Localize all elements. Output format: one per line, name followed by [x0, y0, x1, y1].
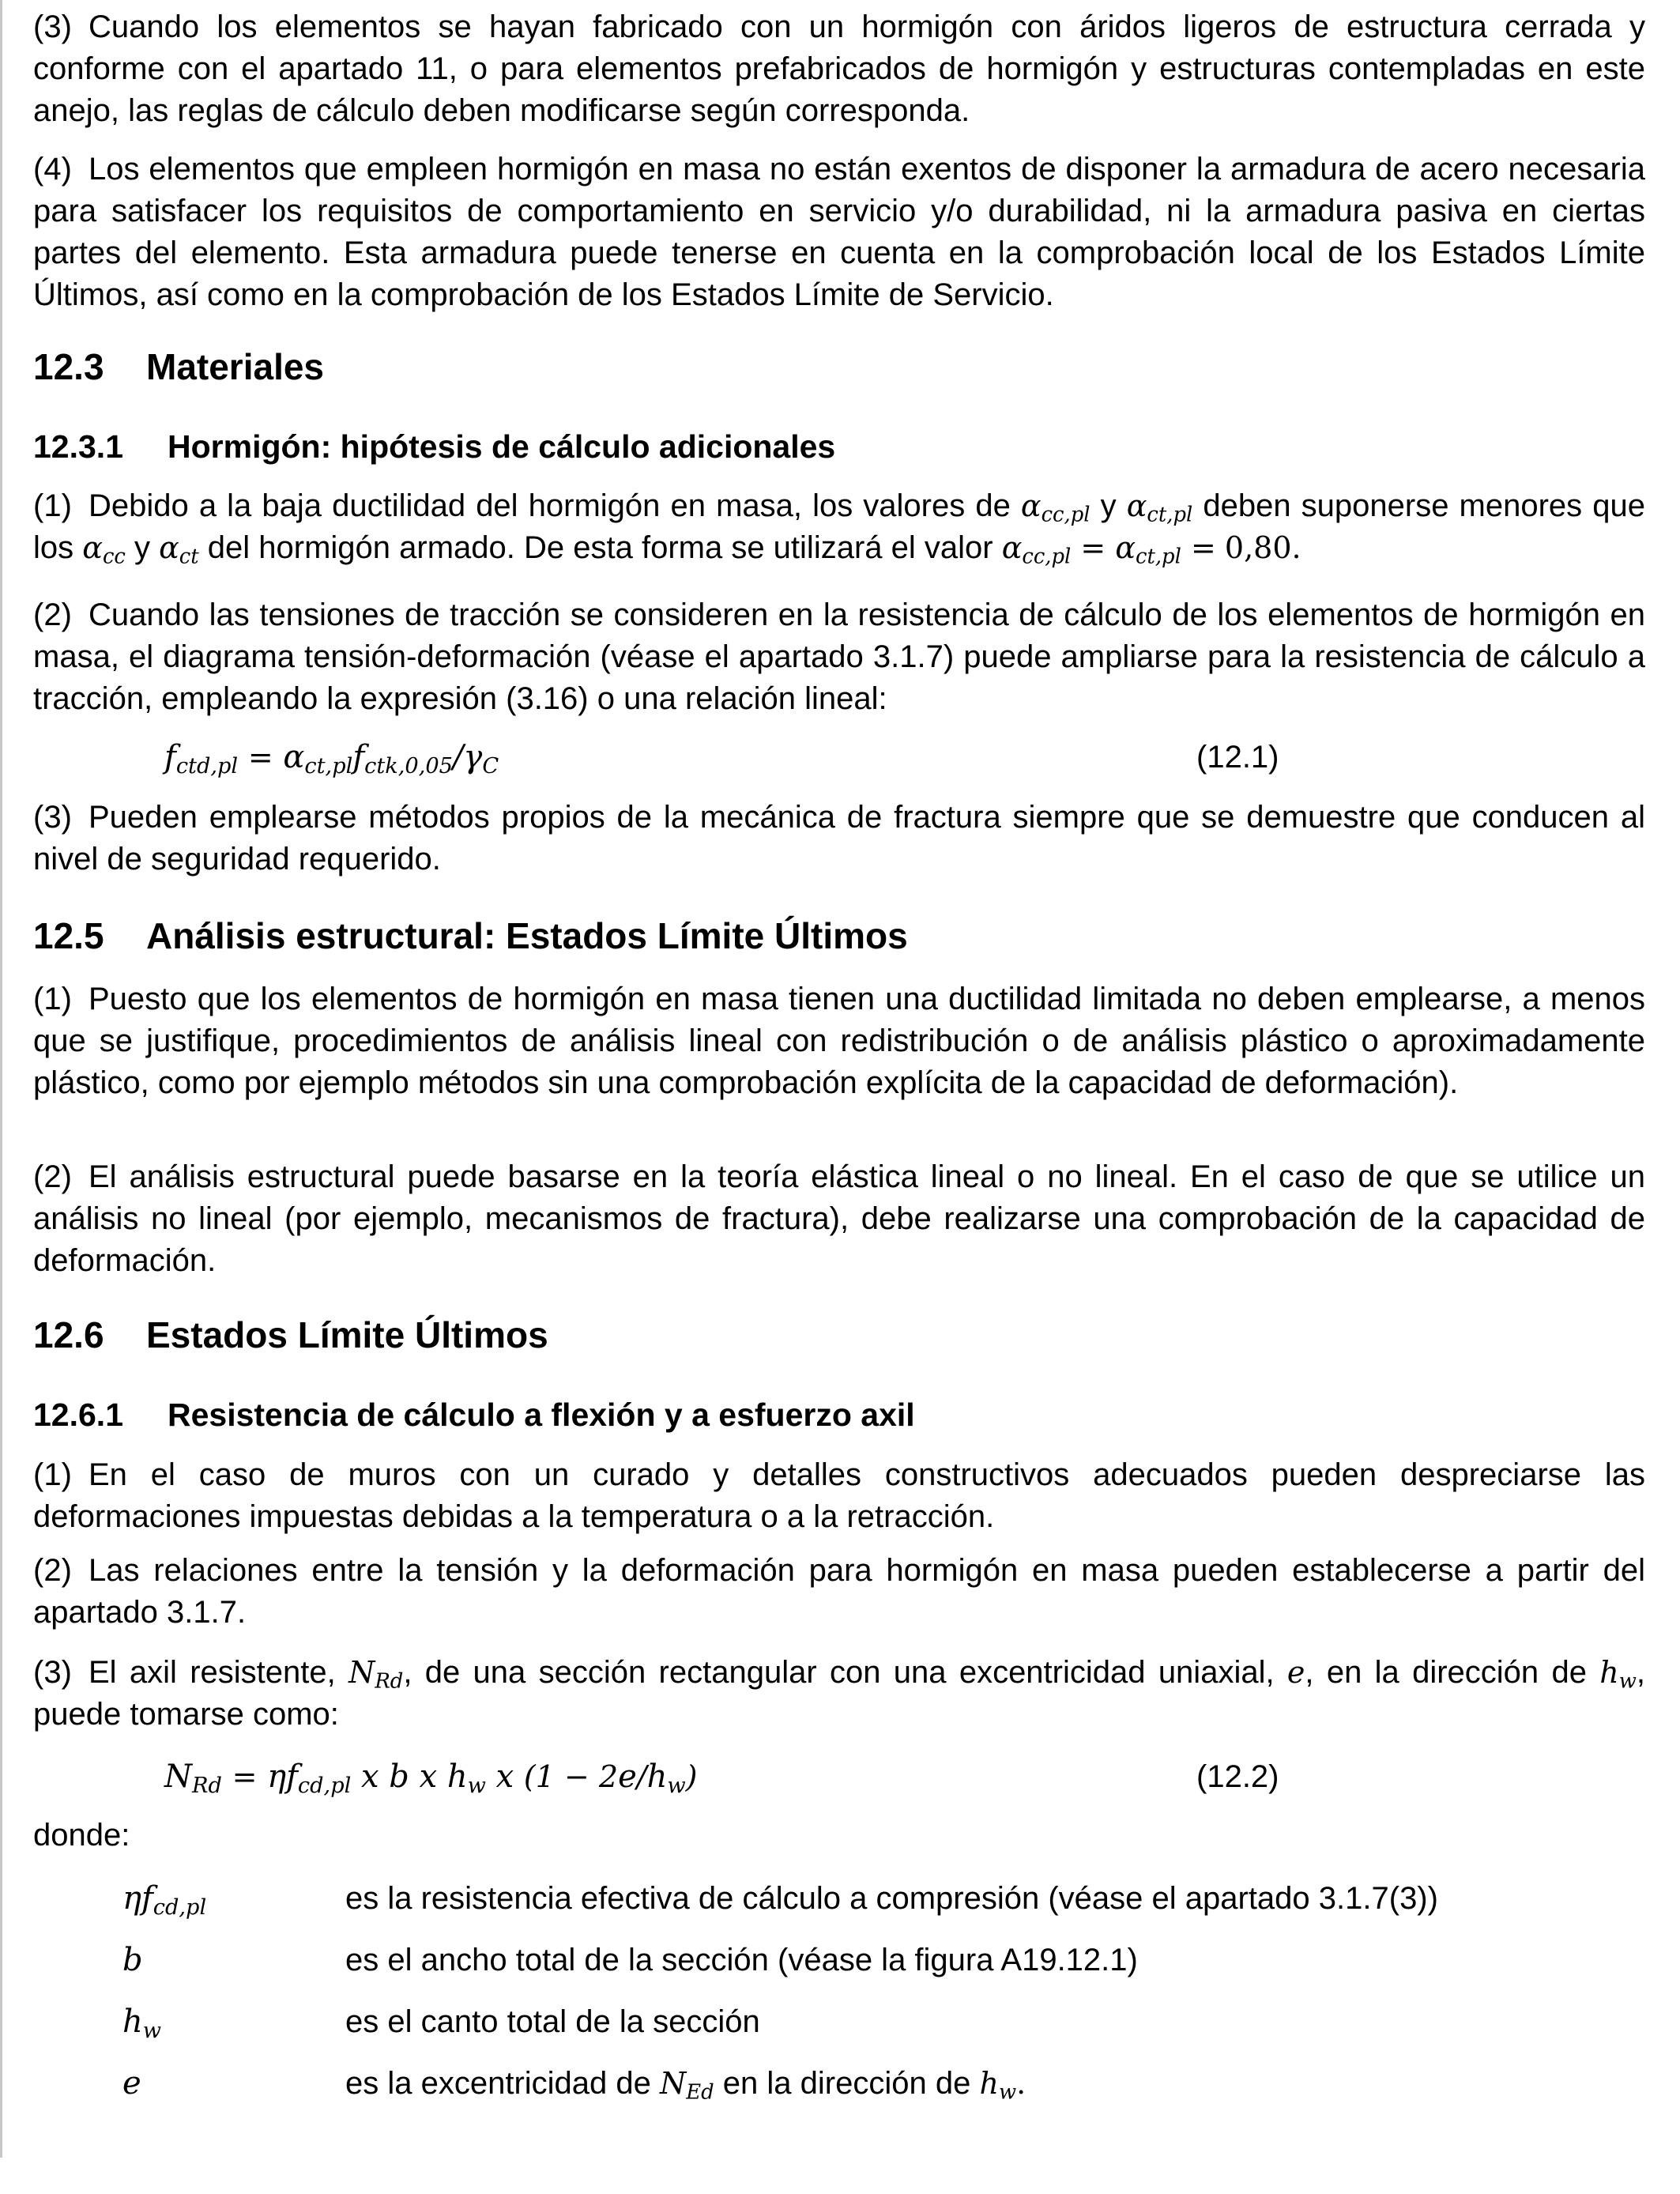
- formula-h-w-end: $h_w$: [979, 2066, 1017, 2105]
- paragraph-number: (1): [33, 488, 72, 523]
- text-run: es la excentricidad de: [345, 2066, 651, 2101]
- paragraph-12-5-1: [33, 978, 1645, 1104]
- paragraph-number: (2): [33, 598, 72, 632]
- formula-alpha-equality: $\alpha_{cc,pl} = \alpha_{ct,pl}$ =: [1001, 530, 1216, 569]
- formula-h-w: $h_w$: [1599, 1655, 1637, 1694]
- paragraph-12-5-2: [33, 1156, 1645, 1282]
- formula-alpha-ct: $\alpha_{ct}$: [159, 530, 199, 569]
- equation-12-2: $N_{Rd} = \eta f_{cd,pl}$ x b x $h_w$ x $(1 - 2e/h_w)$: [164, 1759, 698, 1798]
- paragraph-12-3-1-1: [33, 485, 1645, 569]
- paragraph-number: (3): [33, 9, 72, 44]
- paragraph-number: (1): [33, 1457, 72, 1492]
- paragraph-number: (3): [33, 1655, 72, 1690]
- formula-alpha-cc-pl: $\alpha_{cc,pl}$: [1020, 488, 1090, 527]
- paragraph-text: Cuando los elementos se hayan fabricado con un hormigón con áridos ligeros de estructura cerrada y conforme con el apartado 11, o para elementos prefabricados de hormigón y estructuras contempladas en este anejo, las reglas de cálculo deben modificarse según corresponda.: [33, 9, 1645, 128]
- symbol-b: b: [122, 1942, 143, 1978]
- paragraph-number: (3): [33, 800, 72, 835]
- symbol-eta-f-cd-pl: $\eta f_{cd,pl}$: [122, 1880, 207, 1920]
- definition-h-w: es el canto total de la sección: [345, 2004, 760, 2039]
- section-heading-12-3: [33, 343, 324, 390]
- section-heading-12-6: [33, 1311, 548, 1359]
- paragraph-12-3-1-3: [33, 797, 1645, 880]
- section-title: Materiales: [146, 346, 325, 387]
- paragraph-number: (2): [33, 1553, 72, 1588]
- paragraph-text: Las relaciones entre la tensión y la deformación para hormigón en masa pueden establecerse a partir del apartado 3.1.7.: [33, 1553, 1645, 1630]
- text-run: y: [1100, 488, 1117, 523]
- section-number: 12.5: [33, 915, 104, 956]
- formula-n-ed: $N_{Ed}$: [660, 2066, 714, 2105]
- equation-12-1: $f_{ctd,pl} = \alpha_{ct,pl}f_{ctk,0,05}/\gamma_C$: [164, 739, 499, 778]
- text-run: y: [134, 530, 150, 565]
- paragraph-4-reinforcement: [33, 149, 1645, 316]
- text-run: El axil resistente,: [89, 1655, 336, 1690]
- paragraph-number: (1): [33, 982, 72, 1016]
- paragraph-number: (4): [33, 152, 72, 187]
- symbol-e: e: [122, 2065, 141, 2102]
- paragraph-12-3-1-2: [33, 594, 1645, 720]
- section-number: 12.6.1: [33, 1397, 123, 1433]
- section-number: 12.6: [33, 1314, 104, 1355]
- equation-number: (12.2): [1196, 1759, 1279, 1794]
- paragraph-text: Cuando las tensiones de tracción se consideren en la resistencia de cálculo de los elementos de hormigón en masa, el diagrama tensión-deformación (véase el apartado 3.1.7) puede ampliarse para la resistencia de cálculo a tracción, empleando la expresión (3.16) o una relación lineal:: [33, 598, 1645, 716]
- paragraph-12-6-1-2: [33, 1550, 1645, 1634]
- text-run: del hormigón armado. De esta forma se utilizará el valor: [207, 530, 993, 565]
- formula-n-rd: $N_{Rd}$: [348, 1655, 404, 1694]
- donde-label: donde:: [33, 1818, 130, 1853]
- paragraph-12-6-1-3: [33, 1652, 1645, 1736]
- text-run: , en la dirección de: [1305, 1655, 1587, 1690]
- section-title: Análisis estructural: Estados Límite Últimos: [146, 915, 908, 956]
- definition-e: es la excentricidad de $N_{Ed}$ en la dirección de $h_w$.: [345, 2066, 1026, 2105]
- paragraph-12-6-1-1: [33, 1454, 1645, 1538]
- section-title: Resistencia de cálculo a flexión y a esfuerzo axil: [168, 1397, 915, 1433]
- section-title: Hormigón: hipótesis de cálculo adicionales: [168, 428, 836, 465]
- section-heading-12-3-1: [33, 424, 835, 469]
- definition-b: es el ancho total de la sección (véase la figura A19.12.1): [345, 1943, 1138, 1977]
- section-number: 12.3.1: [33, 428, 123, 465]
- section-number: 12.3: [33, 346, 104, 387]
- formula-alpha-ct-pl: $\alpha_{ct,pl}$: [1126, 488, 1193, 527]
- text-run: en la dirección de: [722, 2066, 971, 2101]
- paragraph-number: (2): [33, 1159, 72, 1194]
- formula-value: 0,80.: [1224, 530, 1301, 565]
- paragraph-text: Puesto que los elementos de hormigón en masa tienen una ductilidad limitada no deben emplearse, a menos que se justifique, procedimientos de análisis lineal con redistribución o de análisis plástico o aproximadamente plástico, como por ejemplo métodos sin una comprobación explícita de la capacidad de deformación).: [33, 982, 1645, 1100]
- section-title: Estados Límite Últimos: [146, 1314, 548, 1355]
- definition-eta-f-cd-pl: es la resistencia efectiva de cálculo a compresión (véase el apartado 3.1.7(3)): [345, 1881, 1438, 1916]
- left-border-line: [0, 0, 2, 2158]
- text-run: deben suponerse menores que los: [33, 488, 1645, 565]
- equation-number: (12.1): [1196, 740, 1279, 775]
- paragraph-text: Los elementos que empleen hormigón en masa no están exentos de disponer la armadura de acero necesaria para satisfacer los requisitos de comportamiento en servicio y/o durabilidad, ni la armadura pasiva en ciertas partes del elemento. Esta armadura puede tenerse en cuenta en la comprobación local de los Estados Límite Últimos, así como en la comprobación de los Estados Límite de Servicio.: [33, 152, 1645, 312]
- section-heading-12-5: [33, 912, 908, 959]
- section-heading-12-6-1: [33, 1393, 915, 1437]
- text-run: , de una sección rectangular con una excentricidad uniaxial,: [403, 1655, 1275, 1690]
- symbol-h-w: $h_w$: [122, 2004, 162, 2043]
- paragraph-text: El análisis estructural puede basarse en la teoría elástica lineal o no lineal. En el caso de que se utilice un análisis no lineal (por ejemplo, mecanismos de fractura), debe realizarse una comprobación de la capacidad de deformación.: [33, 1159, 1645, 1278]
- paragraph-text: Pueden emplearse métodos propios de la mecánica de fractura siempre que se demuestre que conducen al nivel de seguridad requerido.: [33, 800, 1645, 876]
- formula-alpha-cc: $\alpha_{cc}$: [82, 530, 126, 569]
- formula-e: e: [1286, 1655, 1305, 1690]
- text-run: Debido a la baja ductilidad del hormigón en masa, los valores de: [89, 488, 1011, 523]
- text-run: , puede tomarse como:: [33, 1655, 1646, 1732]
- paragraph-text: En el caso de muros con un curado y detalles constructivos adecuados pueden despreciarse las deformaciones impuestas debidas a la temperatura o a la retracción.: [33, 1457, 1645, 1534]
- paragraph-3-materials-intro: [33, 6, 1645, 132]
